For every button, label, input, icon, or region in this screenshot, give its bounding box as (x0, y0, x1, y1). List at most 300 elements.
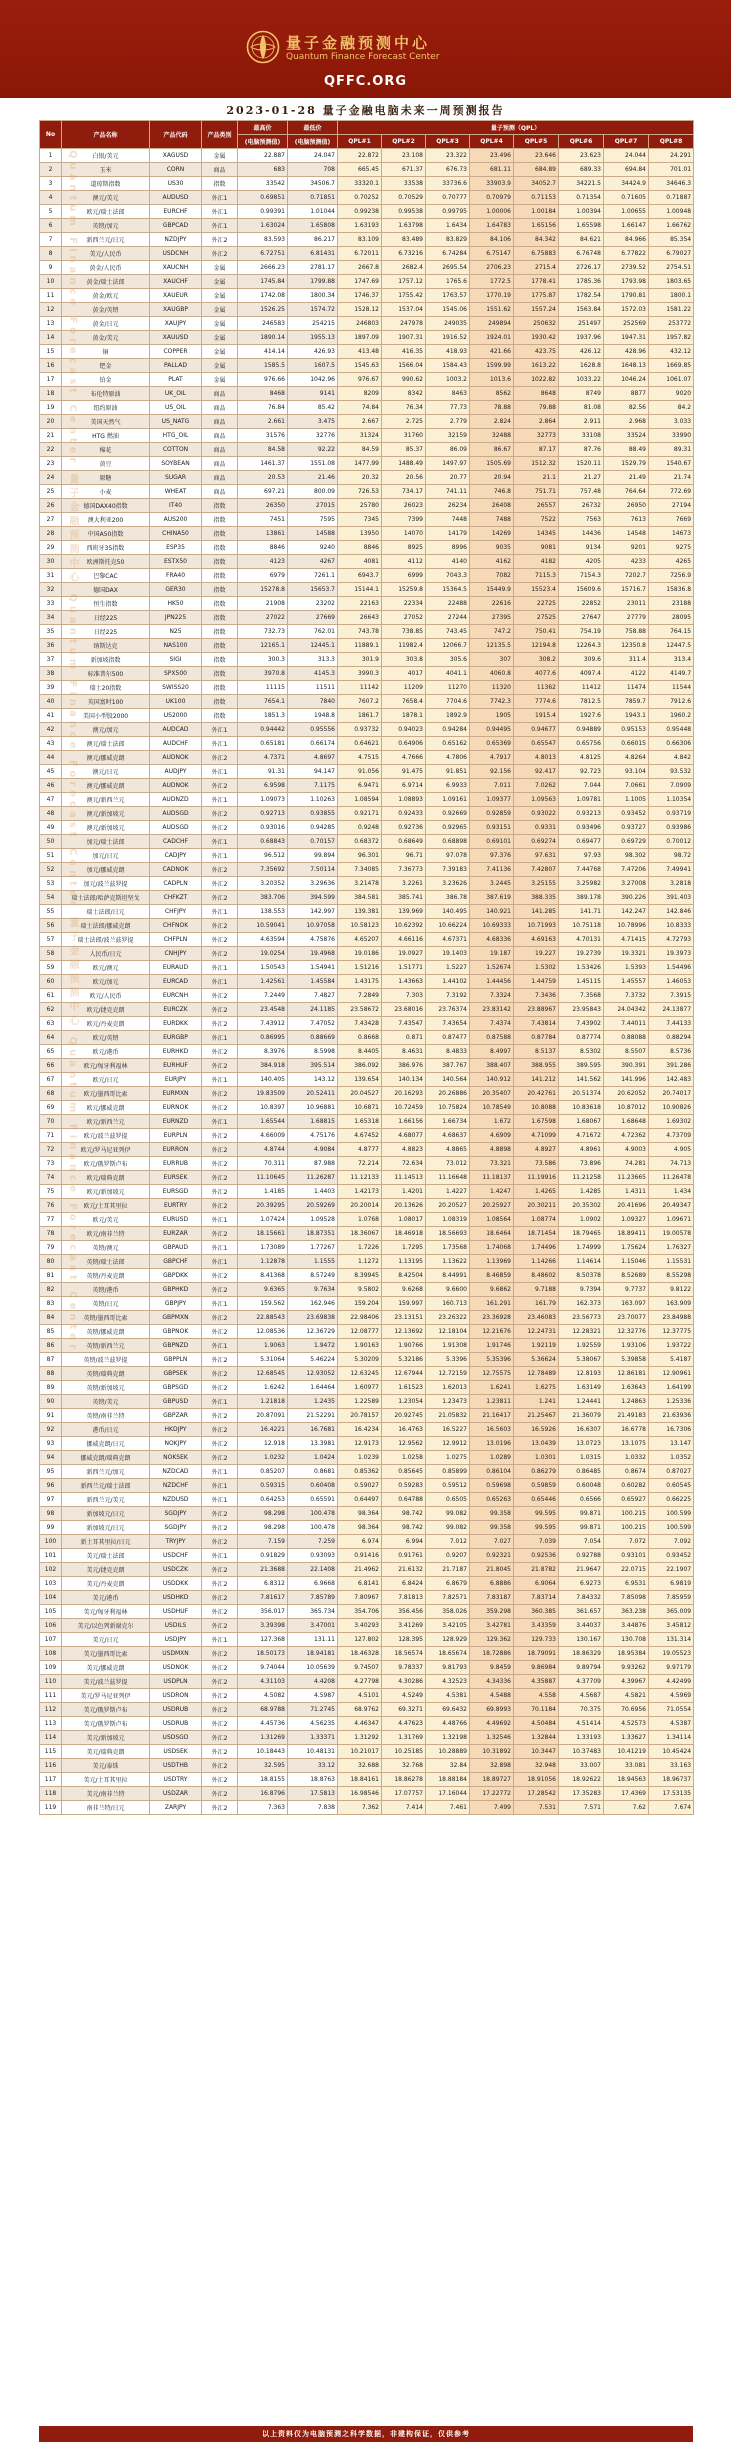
cell-qpl1: 11889.1 (338, 639, 382, 653)
cell-low: 1.10263 (288, 793, 338, 807)
cell-qpl6: 1.65598 (559, 219, 604, 233)
cell-high: 4.63594 (238, 933, 288, 947)
cell-code: GBPAUD (150, 1241, 202, 1255)
cell-qpl2: 1.63798 (382, 219, 426, 233)
cell-no: 115 (40, 1745, 62, 1759)
cell-low: 1955.13 (288, 331, 338, 345)
cell-high: 33542 (238, 177, 288, 191)
cell-qpl4: 1.00006 (470, 205, 514, 219)
cell-qpl1: 384.581 (338, 891, 382, 905)
cell-qpl4: 1.64783 (470, 219, 514, 233)
cell-qpl6: 99.871 (559, 1507, 604, 1521)
cell-qpl6: 27647 (559, 611, 604, 625)
table-row (40, 1759, 694, 1773)
cell-qpl6: 18.86329 (559, 1647, 604, 1661)
cell-high: 26350 (238, 499, 288, 513)
cell-low: 143.12 (288, 1073, 338, 1087)
cell-qpl4: 0.70979 (470, 191, 514, 205)
cell-qpl4: 746.8 (470, 485, 514, 499)
cell-qpl8: 6.79027 (649, 247, 694, 261)
cell-no: 68 (40, 1087, 62, 1101)
cell-category: 外汇2 (202, 1619, 238, 1633)
cell-qpl4: 32488 (470, 429, 514, 443)
cell-qpl5: 10.71993 (514, 919, 559, 933)
cell-qpl6: 70.375 (559, 1703, 604, 1717)
cell-no: 79 (40, 1241, 62, 1255)
cell-category: 外汇1 (202, 723, 238, 737)
cell-qpl4: 0.65263 (470, 1493, 514, 1507)
cell-qpl3: 0.94284 (426, 723, 470, 737)
cell-code: AUDCAD (150, 723, 202, 737)
table-row (40, 1143, 694, 1157)
cell-category: 金属 (202, 261, 238, 275)
cell-code: SPX500 (150, 667, 202, 681)
cell-qpl5: 308.2 (514, 653, 559, 667)
cell-qpl2: 18.56574 (382, 1647, 426, 1661)
cell-qpl3: 1003.2 (426, 373, 470, 387)
cell-qpl5: 10.3447 (514, 1745, 559, 1759)
cell-high: 1526.25 (238, 303, 288, 317)
cell-high: 0.86995 (238, 1031, 288, 1045)
cell-code: USDNOK (150, 1661, 202, 1675)
cell-qpl5: 99.595 (514, 1507, 559, 1521)
table-row (40, 1787, 694, 1801)
cell-qpl1: 7.80967 (338, 1591, 382, 1605)
cell-qpl4: 1.13969 (470, 1255, 514, 1269)
table-row (40, 499, 694, 513)
cell-no: 58 (40, 947, 62, 961)
cell-high: 1890.14 (238, 331, 288, 345)
cell-high: 12.68545 (238, 1367, 288, 1381)
cell-qpl5: 0.87784 (514, 1031, 559, 1045)
cell-low: 313.3 (288, 653, 338, 667)
cell-qpl4: 140.912 (470, 1073, 514, 1087)
cell-qpl1: 13950 (338, 527, 382, 541)
cell-qpl8: 12447.5 (649, 639, 694, 653)
cell-qpl5: 1.4265 (514, 1185, 559, 1199)
cell-qpl5: 21.1 (514, 471, 559, 485)
cell-qpl1: 726.53 (338, 485, 382, 499)
cell-qpl2: 738.85 (382, 625, 426, 639)
cell-name: 新西兰元/日元 (62, 233, 150, 247)
logo-icon (246, 30, 280, 64)
cell-qpl7: 21.49 (604, 471, 649, 485)
cell-low: 7840 (288, 695, 338, 709)
table-row (40, 1689, 694, 1703)
table-group-header (40, 121, 694, 135)
table-row (40, 723, 694, 737)
cell-qpl3: 1.66734 (426, 1115, 470, 1129)
cell-qpl5: 20.42761 (514, 1087, 559, 1101)
cell-qpl2: 8925 (382, 541, 426, 555)
cell-low: 762.01 (288, 625, 338, 639)
cell-no: 60 (40, 975, 62, 989)
cell-qpl4: 1.91746 (470, 1339, 514, 1353)
cell-low: 7595 (288, 513, 338, 527)
cell-category: 外汇1 (202, 205, 238, 219)
cell-category: 金属 (202, 275, 238, 289)
cell-code: EURHUF (150, 1059, 202, 1073)
cell-high: 732.73 (238, 625, 288, 639)
cell-qpl2: 356.456 (382, 1605, 426, 1619)
cell-qpl8: 85.354 (649, 233, 694, 247)
cell-high: 20.39295 (238, 1199, 288, 1213)
cell-high: 414.14 (238, 345, 288, 359)
watermark: Quantum Finance Forecast Center 量子金融预测中心 Quantum Finance Forecast Center 量子金融预测中心 Quantum Finance Forecast Center (67, 150, 78, 1354)
cell-qpl4: 387.619 (470, 891, 514, 905)
cell-qpl2: 247978 (382, 317, 426, 331)
footer-disclaimer: 以上资料仅为电脑预测之科学数据，非建构保证，仅供参考 (39, 2426, 693, 2442)
header-banner (0, 0, 731, 98)
table-row (40, 961, 694, 975)
table-row (40, 1031, 694, 1045)
table-row (40, 1535, 694, 1549)
cell-qpl1: 9.5802 (338, 1283, 382, 1297)
cell-high: 7.43912 (238, 1017, 288, 1031)
cell-qpl8: 6.9819 (649, 1577, 694, 1591)
cell-low: 4.8697 (288, 751, 338, 765)
cell-qpl7: 0.93101 (604, 1549, 649, 1563)
cell-qpl8: 8.55298 (649, 1269, 694, 1283)
cell-qpl6: 4.51414 (559, 1717, 604, 1731)
table-row (40, 1409, 694, 1423)
cell-qpl1: 0.9248 (338, 821, 382, 835)
cell-no: 11 (40, 289, 62, 303)
cell-category: 金属 (202, 317, 238, 331)
cell-qpl7: 7.44011 (604, 1017, 649, 1031)
cell-qpl2: 9.78337 (382, 1661, 426, 1675)
cell-qpl2: 0.92736 (382, 821, 426, 835)
cell-no: 21 (40, 429, 62, 443)
table-row (40, 1423, 694, 1437)
cell-qpl5: 1.241 (514, 1395, 559, 1409)
cell-qpl6: 1033.22 (559, 373, 604, 387)
cell-qpl3: 0.92965 (426, 821, 470, 835)
table-row (40, 947, 694, 961)
cell-qpl6: 7.43902 (559, 1017, 604, 1031)
cell-category: 指数 (202, 625, 238, 639)
table-row (40, 289, 694, 303)
cell-code: CHFJPY (150, 905, 202, 919)
table-row (40, 1801, 694, 1815)
cell-code: EURRON (150, 1143, 202, 1157)
cell-no: 15 (40, 345, 62, 359)
cell-qpl6: 97.93 (559, 849, 604, 863)
cell-qpl7: 1.93106 (604, 1339, 649, 1353)
cell-no: 33 (40, 597, 62, 611)
cell-no: 45 (40, 765, 62, 779)
cell-qpl1: 11.12133 (338, 1171, 382, 1185)
cell-qpl2: 18.86278 (382, 1773, 426, 1787)
cell-qpl5: 84.342 (514, 233, 559, 247)
cell-qpl6: 0.69477 (559, 835, 604, 849)
table-row (40, 149, 694, 163)
cell-name: 美元/瑞典克朗 (62, 1745, 150, 1759)
table-row (40, 681, 694, 695)
cell-code: HK50 (150, 597, 202, 611)
cell-code: EURPLN (150, 1129, 202, 1143)
cell-high: 0.99391 (238, 205, 288, 219)
cell-qpl4: 1.23811 (470, 1395, 514, 1409)
cell-qpl3: 32.84 (426, 1759, 470, 1773)
cell-no: 116 (40, 1759, 62, 1773)
cell-low: 20.52411 (288, 1087, 338, 1101)
cell-name: 瑞士20指数 (62, 681, 150, 695)
cell-qpl1: 4.46347 (338, 1717, 382, 1731)
cell-qpl8: 365.009 (649, 1605, 694, 1619)
cell-low: 10.96881 (288, 1101, 338, 1115)
cell-qpl5: 1.32844 (514, 1731, 559, 1745)
cell-qpl3: 743.45 (426, 625, 470, 639)
cell-no: 66 (40, 1059, 62, 1073)
cell-qpl3: 10.28889 (426, 1745, 470, 1759)
cell-no: 99 (40, 1521, 62, 1535)
cell-qpl3: 676.73 (426, 163, 470, 177)
cell-no: 111 (40, 1689, 62, 1703)
cell-qpl2: 7.36773 (382, 863, 426, 877)
cell-qpl6: 12.28321 (559, 1325, 604, 1339)
cell-qpl3: 358.026 (426, 1605, 470, 1619)
cell-qpl5: 8.48602 (514, 1269, 559, 1283)
cell-qpl4: 17.22772 (470, 1787, 514, 1801)
table-row (40, 1017, 694, 1031)
cell-code: GBPNZD (150, 1339, 202, 1353)
cell-qpl5: 1.0301 (514, 1451, 559, 1465)
cell-code: USDZAR (150, 1787, 202, 1801)
cell-qpl1: 98.364 (338, 1521, 382, 1535)
table-row (40, 989, 694, 1003)
cell-qpl8: 7912.6 (649, 695, 694, 709)
cell-code: CHFPLN (150, 933, 202, 947)
cell-qpl1: 1.65318 (338, 1115, 382, 1129)
cell-name: 日经225 (62, 625, 150, 639)
cell-code: GBPUSD (150, 1395, 202, 1409)
cell-qpl4: 1.44456 (470, 975, 514, 989)
cell-category: 外汇2 (202, 1759, 238, 1773)
cell-category: 外汇2 (202, 1563, 238, 1577)
cell-qpl1: 6943.7 (338, 569, 382, 583)
cell-qpl5: 250632 (514, 317, 559, 331)
cell-no: 53 (40, 877, 62, 891)
cell-qpl1: 1.43175 (338, 975, 382, 989)
cell-category: 外汇1 (202, 961, 238, 975)
cell-code: EURCNH (150, 989, 202, 1003)
cell-qpl6: 14436 (559, 527, 604, 541)
cell-code: USDCZK (150, 1563, 202, 1577)
table-row (40, 1619, 694, 1633)
cell-qpl7: 9.93262 (604, 1661, 649, 1675)
cell-qpl4: 0.92859 (470, 807, 514, 821)
cell-no: 65 (40, 1045, 62, 1059)
cell-qpl6: 3.25982 (559, 877, 604, 891)
cell-qpl7: 6.77822 (604, 247, 649, 261)
cell-high: 3.20352 (238, 877, 288, 891)
cell-qpl8: 3.033 (649, 415, 694, 429)
cell-category: 外汇2 (202, 751, 238, 765)
cell-qpl6: 12.8193 (559, 1367, 604, 1381)
cell-code: EURSEK (150, 1171, 202, 1185)
cell-qpl7: 12350.8 (604, 639, 649, 653)
cell-qpl2: 1.4201 (382, 1185, 426, 1199)
cell-no: 74 (40, 1171, 62, 1185)
cell-qpl8: 16.7306 (649, 1423, 694, 1437)
cell-name: 新加坡指数 (62, 653, 150, 667)
cell-category: 金属 (202, 359, 238, 373)
cell-category: 外汇1 (202, 1031, 238, 1045)
cell-name: 欧元/波兰兹罗提 (62, 1129, 150, 1143)
cell-high: 0.85207 (238, 1465, 288, 1479)
cell-code: EURGBP (150, 1031, 202, 1045)
cell-qpl6: 11412 (559, 681, 604, 695)
table-row (40, 1717, 694, 1731)
cell-low: 71.2745 (288, 1703, 338, 1717)
cell-qpl4: 7.027 (470, 1535, 514, 1549)
cell-qpl8: 11544 (649, 681, 694, 695)
cell-code: USDTRY (150, 1773, 202, 1787)
table-row (40, 1591, 694, 1605)
cell-qpl2: 0.94023 (382, 723, 426, 737)
cell-category: 外汇2 (202, 1157, 238, 1171)
cell-high: 0.68843 (238, 835, 288, 849)
cell-high: 91.31 (238, 765, 288, 779)
cell-category: 外汇1 (202, 849, 238, 863)
cell-qpl1: 1.51216 (338, 961, 382, 975)
cell-high: 10.59041 (238, 919, 288, 933)
cell-qpl7: 33524 (604, 429, 649, 443)
cell-qpl4: 1.74068 (470, 1241, 514, 1255)
cell-qpl4: 18.6464 (470, 1227, 514, 1241)
cell-no: 46 (40, 779, 62, 793)
cell-qpl6: 1782.54 (559, 289, 604, 303)
cell-name: 新西兰元/加元 (62, 1465, 150, 1479)
cell-qpl7: 22.0715 (604, 1563, 649, 1577)
cell-qpl3: 1.32198 (426, 1731, 470, 1745)
cell-no: 71 (40, 1129, 62, 1143)
cell-qpl8: 89.31 (649, 443, 694, 457)
cell-code: GER30 (150, 583, 202, 597)
cell-qpl5: 7.43814 (514, 1017, 559, 1031)
cell-qpl4: 7082 (470, 569, 514, 583)
cell-no: 83 (40, 1297, 62, 1311)
cell-qpl8: 4.73709 (649, 1129, 694, 1143)
cell-qpl5: 2.864 (514, 415, 559, 429)
table-row (40, 345, 694, 359)
cell-high: 0.93016 (238, 821, 288, 835)
cell-code: USDSEK (150, 1745, 202, 1759)
cell-qpl4: 78.88 (470, 401, 514, 415)
cell-no: 77 (40, 1213, 62, 1227)
cell-qpl8: 11.26478 (649, 1171, 694, 1185)
cell-category: 外汇1 (202, 1395, 238, 1409)
cell-qpl7: 764.64 (604, 485, 649, 499)
cell-category: 外汇2 (202, 1045, 238, 1059)
cell-low: 32776 (288, 429, 338, 443)
table-row (40, 1605, 694, 1619)
cell-qpl7: 98.302 (604, 849, 649, 863)
cell-qpl5: 0.71153 (514, 191, 559, 205)
cell-qpl4: 7.011 (470, 779, 514, 793)
cell-category: 外汇2 (202, 891, 238, 905)
table-row (40, 1563, 694, 1577)
cell-qpl5: 8648 (514, 387, 559, 401)
cell-qpl7: 20.41696 (604, 1199, 649, 1213)
cell-low: 162.946 (288, 1297, 338, 1311)
cell-qpl3: 7.43654 (426, 1017, 470, 1031)
cell-qpl7: 13.1075 (604, 1437, 649, 1451)
cell-high: 3970.8 (238, 667, 288, 681)
cell-qpl2: 734.17 (382, 485, 426, 499)
cell-qpl8: 0.95448 (649, 723, 694, 737)
cell-qpl1: 7607.2 (338, 695, 382, 709)
cell-qpl1: 84.59 (338, 443, 382, 457)
cell-low: 0.93855 (288, 807, 338, 821)
cell-qpl1: 1477.99 (338, 457, 382, 471)
cell-qpl5: 4.50484 (514, 1717, 559, 1731)
cell-category: 指数 (202, 597, 238, 611)
cell-high: 0.91829 (238, 1549, 288, 1563)
brand-url[interactable]: QFFC.ORG (323, 74, 408, 89)
cell-qpl2: 4.68077 (382, 1129, 426, 1143)
cell-no: 54 (40, 891, 62, 905)
cell-no: 104 (40, 1591, 62, 1605)
cell-qpl7: 23.70077 (604, 1311, 649, 1325)
table-row (40, 639, 694, 653)
cell-high: 1585.5 (238, 359, 288, 373)
table-row (40, 261, 694, 275)
cell-qpl2: 11209 (382, 681, 426, 695)
cell-qpl4: 2706.23 (470, 261, 514, 275)
cell-qpl3: 7.82571 (426, 1591, 470, 1605)
cell-qpl1: 4.7515 (338, 751, 382, 765)
table-row (40, 1185, 694, 1199)
cell-qpl3: 18.56693 (426, 1227, 470, 1241)
cell-qpl3: 32159 (426, 429, 470, 443)
cell-name: 澳元/日元 (62, 765, 150, 779)
cell-qpl4: 6.75147 (470, 247, 514, 261)
cell-qpl7: 4.72362 (604, 1129, 649, 1143)
cell-qpl8: 1.0352 (649, 1451, 694, 1465)
table-row (40, 1199, 694, 1213)
cell-code: USDSGD (150, 1731, 202, 1745)
cell-category: 外汇2 (202, 1745, 238, 1759)
cell-name: 黄金/欧元 (62, 289, 150, 303)
cell-qpl8: 764.15 (649, 625, 694, 639)
cell-qpl7: 88.49 (604, 443, 649, 457)
cell-qpl7: 19.3321 (604, 947, 649, 961)
cell-qpl7: 1.00655 (604, 205, 649, 219)
cell-qpl2: 20.56 (382, 471, 426, 485)
cell-qpl1: 8.4405 (338, 1045, 382, 1059)
cell-qpl2: 83.489 (382, 233, 426, 247)
cell-name: 欧元/俄罗斯卢布 (62, 1157, 150, 1171)
cell-name: 日经225 (62, 611, 150, 625)
cell-qpl3: 4.67371 (426, 933, 470, 947)
cell-qpl7: 1572.03 (604, 303, 649, 317)
cell-qpl6: 1.33193 (559, 1731, 604, 1745)
table-row (40, 891, 694, 905)
cell-qpl2: 385.741 (382, 891, 426, 905)
cell-qpl4: 7.83187 (470, 1591, 514, 1605)
cell-qpl3: 249035 (426, 317, 470, 331)
cell-qpl5: 1915.4 (514, 709, 559, 723)
cell-qpl6: 1628.8 (559, 359, 604, 373)
cell-qpl7: 7202.7 (604, 569, 649, 583)
cell-high: 7.35692 (238, 863, 288, 877)
cell-qpl6: 309.6 (559, 653, 604, 667)
cell-qpl8: 12.90961 (649, 1367, 694, 1381)
cell-qpl1: 12.63245 (338, 1367, 382, 1381)
cell-category: 外汇2 (202, 1087, 238, 1101)
